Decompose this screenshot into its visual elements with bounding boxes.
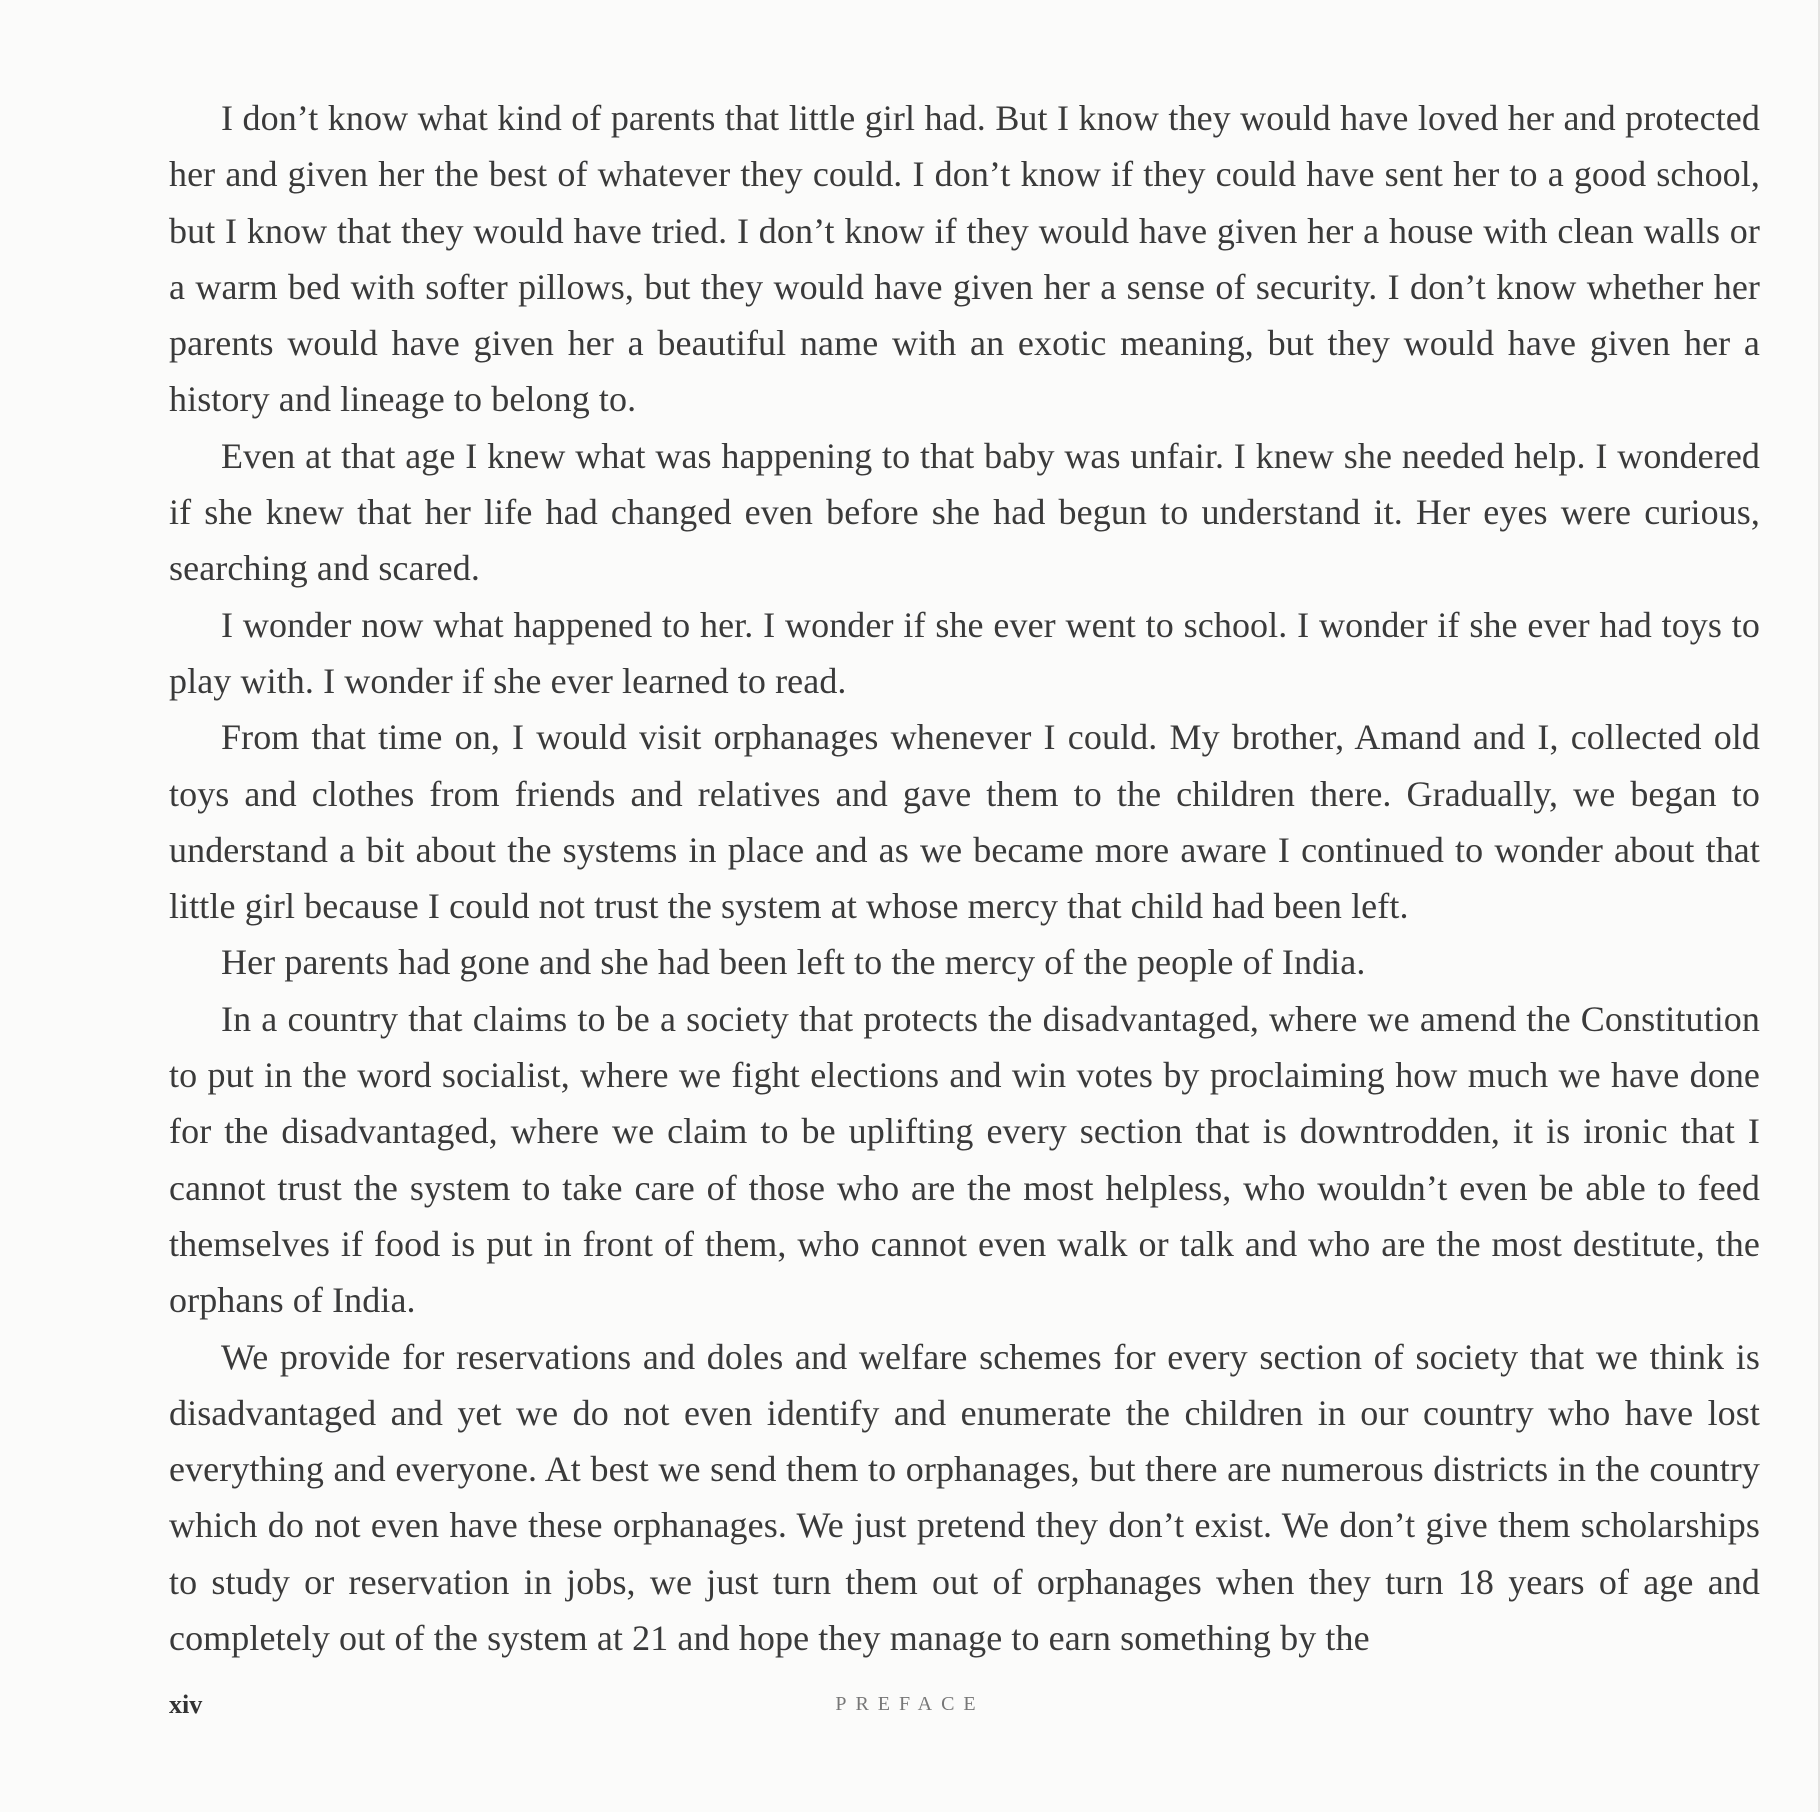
paragraph: I don’t know what kind of parents that little girl had. But I know they would have loved her and protected her and given her the best of whatever they could. I don’t know if they could have sent her to a good school, but I know that they would have tried. I don’t know if they would have given her a house with clean walls or a warm bed with softer pillows, but they would have given her a sense of security. I don’t know whether her parents would have given her a beautiful name with an exotic meaning, but they would have given her a history and lineage to belong to.: [169, 98, 1760, 420]
page-number: xiv: [169, 1690, 203, 1719]
paragraph: We provide for reservations and doles and welfare schemes for every section of society that we think is disadvantaged and yet we do not even identify and enumerate the children in our country who have lost everything and everyone. At best we send them to orphanages, but there are numerous districts in the country which do not even have these orphanages. We just pretend they don’t exist. We don’t give them scholarships to study or reservation in jobs, we just turn them out of orphanages when they turn 18 years of age and completely out of the system at 21 and hope they manage to earn something by the: [169, 1336, 1760, 1659]
running-footer-title: PREFACE: [835, 1693, 985, 1715]
paragraph: From that time on, I would visit orphanages whenever I could. My brother, Amand and I, collected old toys and clothes from friends and relatives and gave them to the children there. Gradually, we began to understand a bit about the systems in place and as we became more aware I continued to wonder about that little girl because I could not trust the system at whose mercy that child had been left.: [169, 717, 1760, 927]
paragraph: In a country that claims to be a society that protects the disadvantaged, where we amend the Constitution to put in the word socialist, where we fight elections and win votes by proclaiming how much we have done for the disadvantaged, where we claim to be uplifting every section that is downtrodden, it is ironic that I cannot trust the system to take care of those who are the most helpless, who wouldn’t even be able to feed themselves if food is put in front of them, who cannot even walk or talk and who are the most destitute, the orphans of India.: [169, 998, 1760, 1321]
body-text: [169, 90, 1760, 1666]
paragraph: Her parents had gone and she had been left to the mercy of the people of India.: [221, 942, 1366, 983]
paragraph: I wonder now what happened to her. I wonder if she ever went to school. I wonder if she ever had toys to play with. I wonder if she ever learned to read.: [169, 604, 1760, 701]
paragraph: Even at that age I knew what was happening to that baby was unfair. I knew she needed help. I wondered if she knew that her life had changed even before she had begun to understand it. Her eyes were curious, searching and scared.: [169, 435, 1760, 589]
